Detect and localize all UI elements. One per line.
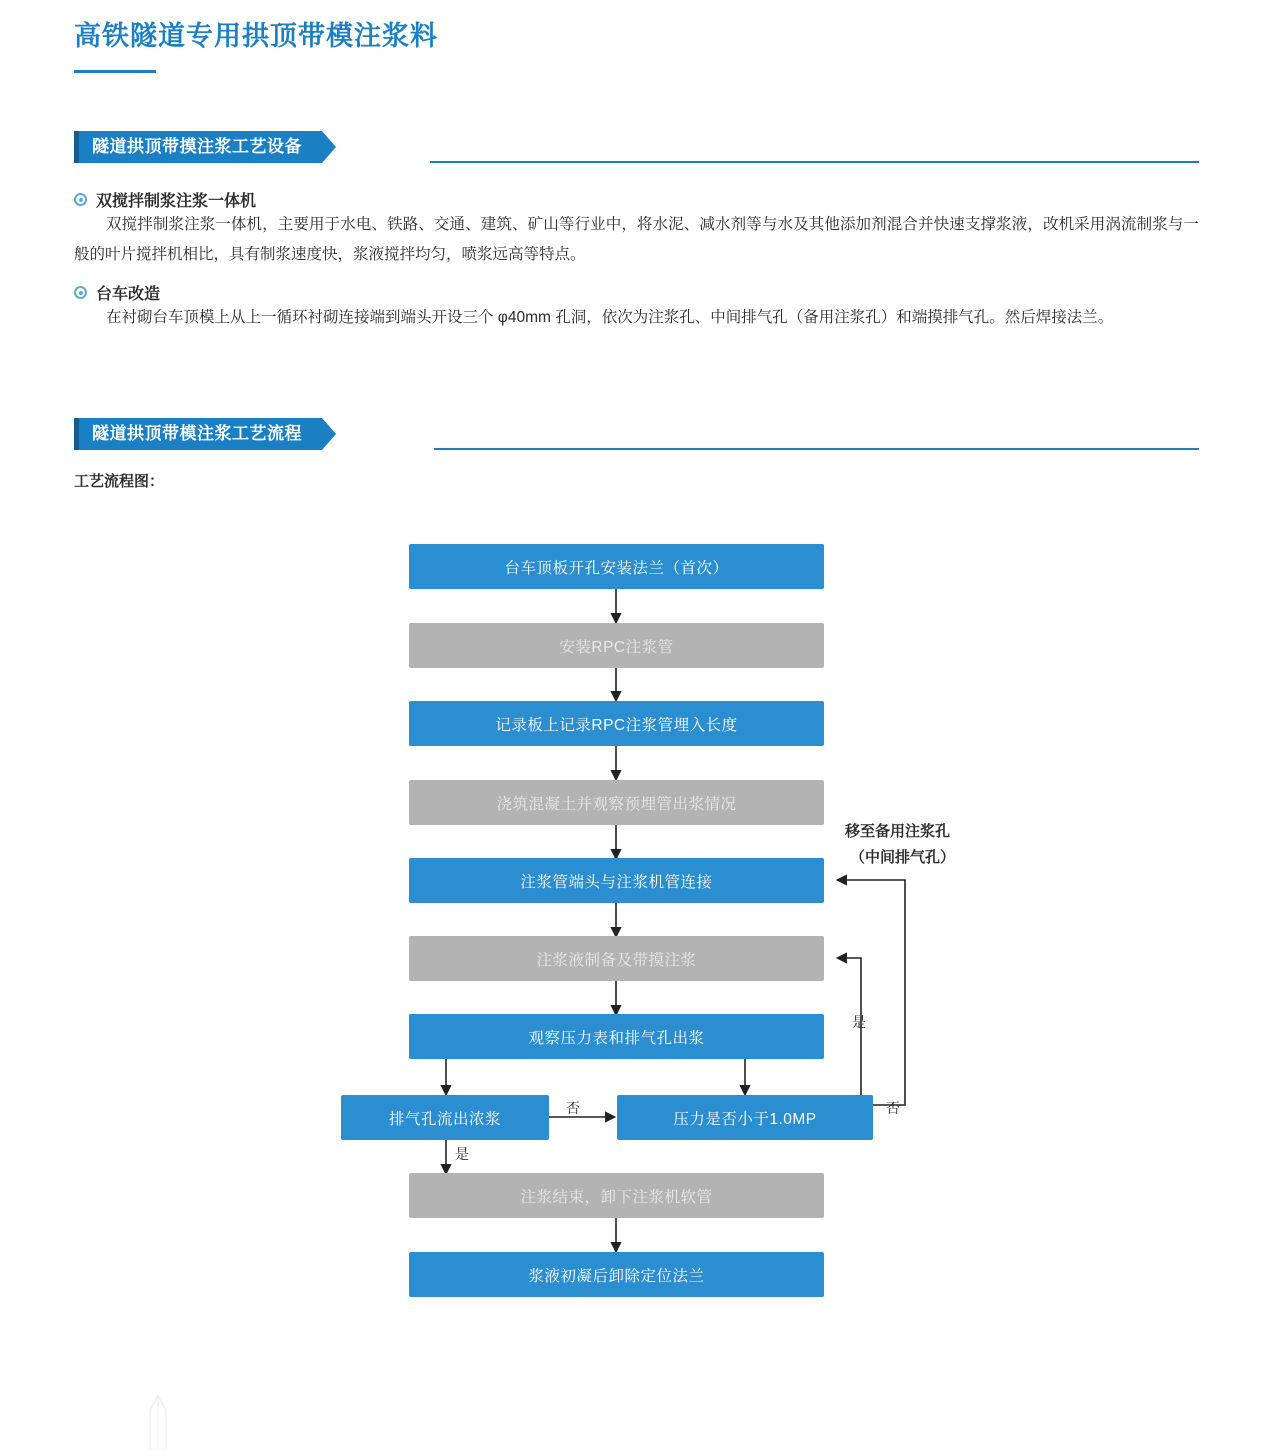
flow-node-n6[interactable]: 注浆液制备及带摸注浆 <box>409 936 824 981</box>
decorative-building-mark <box>130 1390 250 1450</box>
page-title: 高铁隧道专用拱顶带模注浆料 <box>74 21 438 51</box>
paragraph-machine: 双搅拌制浆注浆一体机，主要用于水电、铁路、交通、建筑、矿山等行业中，将水泥、减水剂等与水及其他添加剂混合并快速支撑浆液，改机采用涡流制浆与一般的叶片搅拌机相比，具有制浆速度快，浆液搅拌均匀，喷浆远高等特点。 <box>74 216 1199 263</box>
section-title-equipment: 隧道拱顶带摸注浆工艺设备 <box>74 131 322 163</box>
annotation-backup-hole-line1: 移至备用注浆孔 <box>845 823 951 840</box>
paragraph-trolley: 在衬砌台车顶模上从上一循环衬砌连接端到端头开设三个 φ40mm 孔洞，依次为注浆孔、中间排气孔（备用注浆孔）和端摸排气孔。然后焊接法兰。 <box>106 309 1114 326</box>
section-rule-equipment <box>430 161 1199 163</box>
flow-node-n8[interactable]: 排气孔流出浓浆 <box>341 1095 549 1140</box>
flowchart-caption: 工艺流程图： <box>74 473 165 490</box>
ring-bullet-icon <box>74 193 87 206</box>
list-item-label: 双搅拌制浆注浆一体机 <box>96 193 257 210</box>
section-header-process <box>74 418 322 450</box>
edge-label-no-to-pressure: 否 <box>566 1100 580 1116</box>
flow-node-n4[interactable]: 浇筑混凝土并观察预埋管出浆情况 <box>409 780 824 825</box>
title-underline <box>74 70 156 73</box>
annotation-backup-hole-line2: （中间排气孔） <box>850 849 956 866</box>
flow-node-n2[interactable]: 安装RPC注浆管 <box>409 623 824 668</box>
edge-label-yes-to-end: 是 <box>455 1146 469 1162</box>
flow-node-n5[interactable]: 注浆管端头与注浆机管连接 <box>409 858 824 903</box>
flow-node-n7[interactable]: 观察压力表和排气孔出浆 <box>409 1014 824 1059</box>
list-item-label: 台车改造 <box>96 286 161 303</box>
ring-bullet-icon <box>74 286 87 299</box>
section-rule-process <box>434 448 1199 450</box>
list-item-machine <box>74 188 256 211</box>
edge-label-no-loop: 否 <box>886 1100 900 1116</box>
flow-node-n1[interactable]: 台车顶板开孔安装法兰（首次） <box>409 544 824 589</box>
edge-label-yes-loop: 是 <box>852 1014 866 1030</box>
section-header-equipment <box>74 131 322 163</box>
flow-node-n9[interactable]: 压力是否小于1.0MP <box>617 1095 873 1140</box>
flow-node-n3[interactable]: 记录板上记录RPC注浆管埋入长度 <box>409 701 824 746</box>
list-item-trolley <box>74 281 160 304</box>
flow-node-n10[interactable]: 注浆结束，卸下注浆机软管 <box>409 1173 824 1218</box>
flow-node-n11[interactable]: 浆液初凝后卸除定位法兰 <box>409 1252 824 1297</box>
section-title-process: 隧道拱顶带模注浆工艺流程 <box>74 418 322 450</box>
